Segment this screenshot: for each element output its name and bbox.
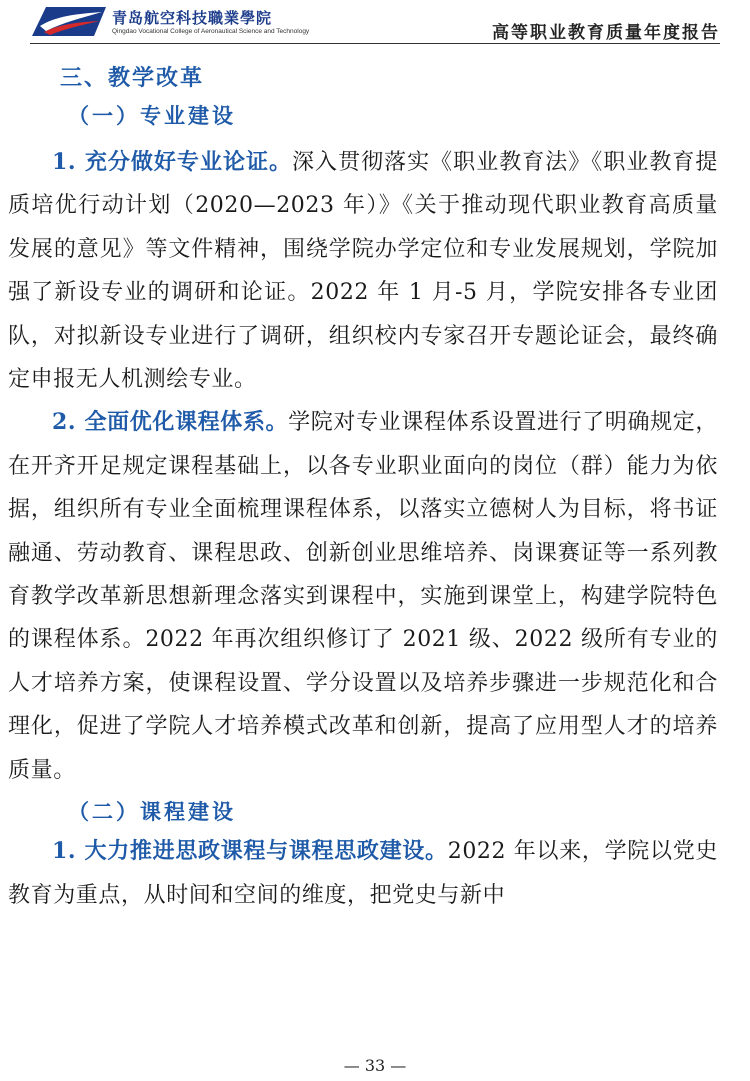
college-name-en: Qingdao Vocational College of Aeronautical Science and Technology — [112, 28, 310, 35]
header-divider — [30, 43, 720, 44]
paragraph-2 — [8, 401, 718, 792]
paragraph-1-lead: 1. 充分做好专业论证。 — [52, 149, 293, 175]
section-heading: 三、教学改革 — [60, 65, 205, 91]
page-number: — 33 — — [343, 1056, 407, 1075]
college-logo — [32, 4, 106, 36]
paragraph-3-lead: 1. 大力推进思政课程与课程思政建设。 — [52, 838, 448, 865]
subsection-heading-2: （二）课程建设 — [68, 799, 236, 825]
paragraph-1-text: 深入贯彻落实《职业教育法》《职业教育提质培优行动计划（2020—2023 年）》《关于推动现代职业教育高质量发展的意见》等文件精神，围绕学院办学定位和专业发展规划，学院加强了新设专业的调研和论证。2022 年 1 月-5 月，学院安排各专业团队，对拟新设专业进行了调研，组织校内专家召开专题论证会，最终确定申报无人机测绘专业。 — [8, 150, 718, 393]
report-title: 高等职业教育质量年度报告 — [492, 23, 720, 43]
paragraph-2-text: 学院对专业课程体系设置进行了明确规定，在开齐开足规定课程基础上，以各专业职业面向的岗位（群）能力为依据，组织所有专业全面梳理课程体系，以落实立德树人为目标，将书证融通、劳动教育、课程思政、创新创业思维培养、岗课赛证等一系列教育教学改革新思想新理念落实到课程中，实施到课堂上，构建学院特色的课程体系。2022 年再次组织修订了 2021 级、2022 级所有专业的人才培养方案，使课程设置、学分设置以及培养步骤进一步规范化和合理化，促进了学院人才培养模式改革和创新，提高了应用型人才的培养质量。 — [8, 410, 719, 783]
paragraph-1 — [8, 141, 718, 401]
page-body — [8, 56, 718, 917]
paragraph-3-text: 2022 年以来，学院以党史教育为重点，从时间和空间的维度，把党史与新中 — [8, 839, 718, 908]
subsection-heading-1: （一）专业建设 — [68, 103, 236, 128]
college-name-cn: 青岛航空科技職業學院 — [112, 9, 273, 27]
paragraph-3 — [8, 830, 718, 917]
paragraph-2-lead: 2. 全面优化课程体系。 — [52, 409, 289, 436]
page-header — [0, 0, 750, 46]
